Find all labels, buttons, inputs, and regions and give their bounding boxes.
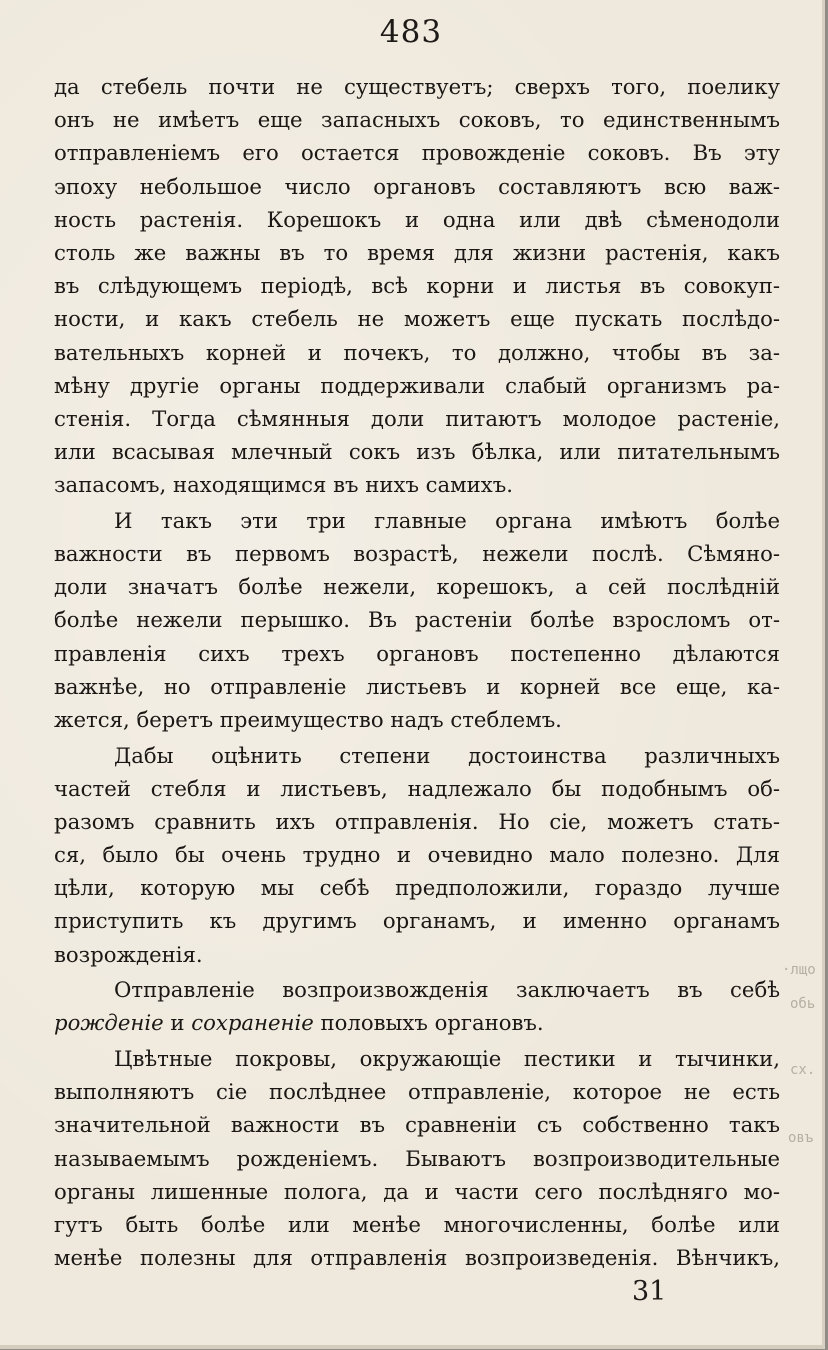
text-line: ности, и какъ стебель не можетъ еще пускать послѣдо- bbox=[54, 306, 780, 332]
text-line: ность растенія. Корешокъ и одна или двѣ сѣменодоли bbox=[54, 206, 780, 232]
paragraph bbox=[54, 1042, 780, 1274]
text-fragment: и bbox=[163, 1010, 192, 1036]
paragraph bbox=[54, 504, 780, 736]
paragraph bbox=[54, 739, 780, 971]
text-line: важности въ первомъ возрастѣ, нежели послѣ. Сѣмяно- bbox=[54, 541, 780, 567]
text-line: да стебель почти не существуетъ; сверхъ того, поелику bbox=[54, 74, 780, 99]
text-fragment: половыхъ органовъ. bbox=[313, 1010, 544, 1036]
text-line: цѣли, которую мы себѣ предположили, гораздо лучше bbox=[54, 875, 780, 901]
text-line: вательныхъ корней и почекъ, то должно, чтобы въ за- bbox=[54, 339, 780, 365]
text-line: стенія. Тогда сѣмянныя доли питаютъ молодое растеніе, bbox=[54, 405, 780, 431]
paragraph bbox=[54, 70, 780, 501]
margin-bleed-mark: обь bbox=[790, 996, 816, 1012]
text-line: мѣну другіе органы поддерживали слабый организмъ ра- bbox=[54, 372, 780, 398]
text-line: эпоху небольшое число органовъ составляютъ всю важ- bbox=[54, 173, 780, 199]
page-number: 483 bbox=[379, 14, 443, 50]
text-line bbox=[54, 1006, 780, 1039]
text-line: въ слѣдующемъ періодѣ, всѣ корни и листья въ совокуп- bbox=[54, 273, 780, 299]
text-line: разомъ сравнить ихъ отправленія. Но сіе, можетъ стать- bbox=[54, 808, 780, 834]
text-line: Цвѣтные покровы, окружающіе пестики и тычинки, bbox=[114, 1046, 780, 1071]
text-line: Дабы оцѣнить степени достоинства различныхъ bbox=[114, 742, 780, 768]
text-line: Отправленіе возпроизвожденія заключаетъ въ себѣ bbox=[114, 977, 780, 1003]
text-line: отправленіемъ его остается провожденіе соковъ. Въ эту bbox=[54, 140, 780, 166]
italic-term: сохраненіе bbox=[191, 1010, 314, 1036]
text-line: И такъ эти три главные органа имѣютъ болѣе bbox=[114, 507, 780, 533]
paragraph bbox=[54, 973, 780, 1039]
text-line: или всасывая млечный сокъ изъ бѣлка, или питательнымъ bbox=[54, 439, 780, 465]
text-line: столь же важны въ то время для жизни растенія, какъ bbox=[54, 239, 780, 265]
text-line: онъ не имѣетъ еще запасныхъ соковъ, то единственнымъ bbox=[54, 107, 780, 133]
margin-bleed-mark: овъ bbox=[788, 1130, 814, 1146]
text-line: ся, было бы очень трудно и очевидно мало полезно. Для bbox=[54, 842, 780, 868]
text-line: частей стебля и листьевъ, надлежало бы подобнымъ об- bbox=[54, 775, 780, 801]
margin-bleed-mark: сх. bbox=[790, 1062, 816, 1078]
signature-mark: 31 bbox=[632, 1276, 667, 1307]
text-line: болѣе нежели перышко. Въ растеніи болѣе взросломъ от- bbox=[54, 607, 780, 633]
text-line: возрожденія. bbox=[54, 941, 203, 967]
text-line: приступить къ другимъ органамъ, и именно органамъ bbox=[54, 908, 780, 934]
text-line: менѣе полезны для отправленія возпроизведенія. Вѣнчикъ, bbox=[54, 1245, 780, 1271]
text-line: выполняютъ сіе послѣднее отправленіе, которое не есть bbox=[54, 1079, 780, 1105]
text-line: запасомъ, находящимся въ нихъ самихъ. bbox=[54, 472, 513, 498]
text-line: правленія сихъ трехъ органовъ постепенно дѣлаются bbox=[54, 640, 780, 666]
margin-bleed-mark: ·лщо bbox=[782, 962, 816, 978]
text-line: гутъ быть болѣе или менѣе многочисленны, болѣе или bbox=[54, 1211, 780, 1237]
text-line: доли значатъ болѣе нежели, корешокъ, а сей послѣдній bbox=[54, 574, 780, 600]
text-line: органы лишенные полога, да и части сего послѣдняго мо- bbox=[54, 1178, 780, 1204]
text-line: важнѣе, но отправленіе листьевъ и корней все еще, ка- bbox=[54, 673, 780, 699]
text-line: жется, беретъ преимущество надъ стеблемъ. bbox=[54, 706, 562, 732]
page-body-text bbox=[54, 70, 780, 1274]
text-line: называемымъ рожденіемъ. Бываютъ возпроизводительные bbox=[54, 1145, 780, 1171]
italic-term: рожденіе bbox=[54, 1010, 164, 1036]
text-line: значительной важности въ сравненіи съ собственно такъ bbox=[54, 1112, 780, 1138]
